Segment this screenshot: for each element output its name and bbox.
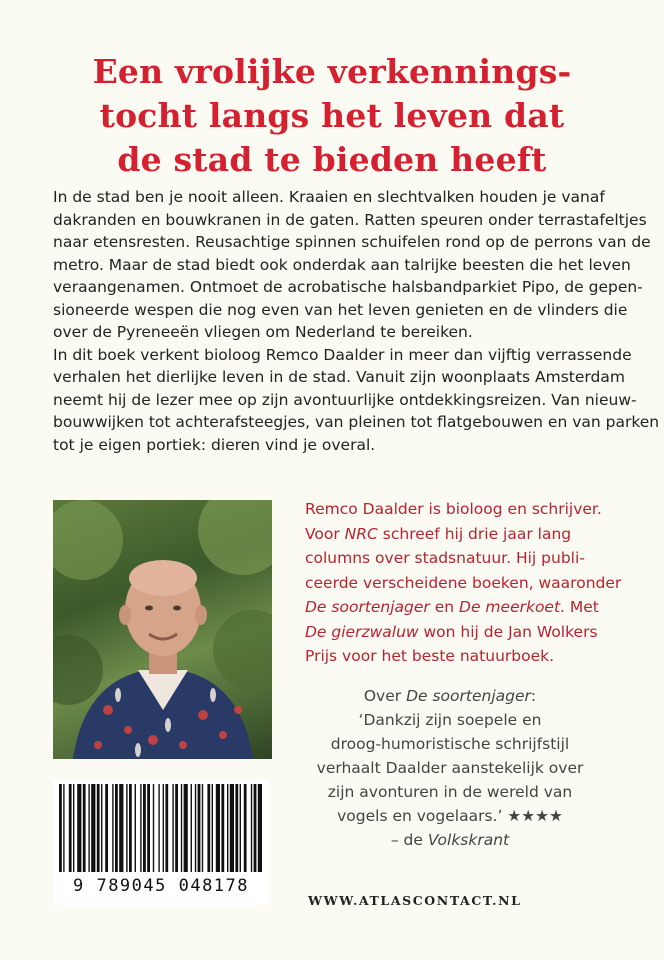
- bio-text: en: [429, 598, 460, 616]
- bio-line: columns over stadsnatuur. Hij publi-: [305, 549, 585, 567]
- review-line: droog-humoristische schrijfstijl: [330, 735, 570, 753]
- bio-line: ceerde verscheidene boeken, waaronder: [305, 573, 622, 592]
- review-line: zijn avonturen in de wereld van: [327, 783, 573, 801]
- review-line: vogels en vogelaars.’ ★★★★: [337, 807, 563, 825]
- barcode-bars: [53, 780, 269, 876]
- bio-book-title: De gierzwaluw: [305, 622, 419, 641]
- review-source-name: Volkskrant: [427, 831, 510, 849]
- blurb-line: neemt hij de lezer mee op zijn avontuurlijke ontdekkingsreizen. Van nieuw-: [53, 390, 637, 409]
- website-url: WWW.ATLASCONTACT.NL: [308, 893, 522, 908]
- review-book-title: De soortenjager: [406, 687, 531, 705]
- isbn-number: 9 789045 048178: [53, 876, 269, 896]
- blurb-line: over de Pyreneeën vliegen om Nederland te bereiken.: [53, 323, 473, 341]
- bio-line: Remco Daalder is bioloog en schrijver.: [305, 500, 602, 518]
- blurb-line: In de stad ben je nooit alleen. Kraaien en slechtvalken houden je vanaf: [53, 188, 605, 206]
- review-intro: [300, 684, 600, 708]
- book-blurb: [53, 186, 660, 456]
- review-text: – de: [390, 831, 428, 849]
- bio-line: [305, 620, 625, 645]
- blurb-line: veraangenamen. Ontmoet de acrobatische halsbandparkiet Pipo, de gepen-: [53, 278, 643, 296]
- headline-line: tocht langs het leven dat: [99, 96, 565, 135]
- blurb-line: tot je eigen portiek: dieren vind je overal.: [53, 435, 376, 454]
- blurb-line: metro. Maar de stad biedt ook onderdak aan talrijke beesten die het leven: [53, 255, 631, 274]
- bio-line: Prijs voor het beste natuurboek.: [305, 647, 555, 665]
- bio-text: schreef hij drie jaar lang: [377, 524, 572, 543]
- bio-text: . Met: [560, 598, 599, 616]
- blurb-line: bouwwijken tot achterafsteegjes, van pleinen tot flatgebouwen en van parken: [53, 413, 660, 431]
- review-text: :: [530, 687, 537, 705]
- headline-line: de stad te bieden heeft: [117, 140, 547, 179]
- bio-book-title: De meerkoet: [459, 598, 561, 616]
- author-photo: [53, 500, 272, 759]
- blurb-line: verhalen het dierlijke leven in de stad. Vanuit zijn woonplaats Amsterdam: [53, 368, 625, 386]
- blurb-line: sioneerde wespen die nog even van het leven genieten en de vlinders die: [53, 300, 628, 319]
- blurb-line: dakranden en bouwkranen in de gaten. Ratten speuren onder terrastafeltjes: [53, 210, 647, 229]
- review-quote: [300, 684, 600, 852]
- headline: [60, 50, 604, 182]
- author-bio: [305, 497, 625, 669]
- bio-line: [305, 522, 625, 547]
- headline-line: Een vrolijke verkennings-: [92, 52, 572, 91]
- bio-line: [305, 595, 625, 620]
- bio-title-nrc: NRC: [344, 524, 378, 543]
- blurb-line: In dit boek verkent bioloog Remco Daalder in meer dan vijftig verrassende: [53, 345, 632, 364]
- blurb-line: naar etensresten. Reusachtige spinnen schuifelen rond op de perrons van de: [53, 233, 651, 251]
- review-text: Over: [363, 687, 407, 705]
- bio-text: won hij de Jan Wolkers: [418, 622, 598, 641]
- review-source: [300, 828, 600, 852]
- bio-book-title: De soortenjager: [305, 598, 430, 616]
- review-line: ‘Dankzij zijn soepele en: [358, 711, 542, 729]
- bio-text: Voor: [305, 524, 345, 543]
- review-line: verhaalt Daalder aanstekelijk over: [316, 759, 584, 777]
- author-portrait-illustration: [53, 500, 272, 759]
